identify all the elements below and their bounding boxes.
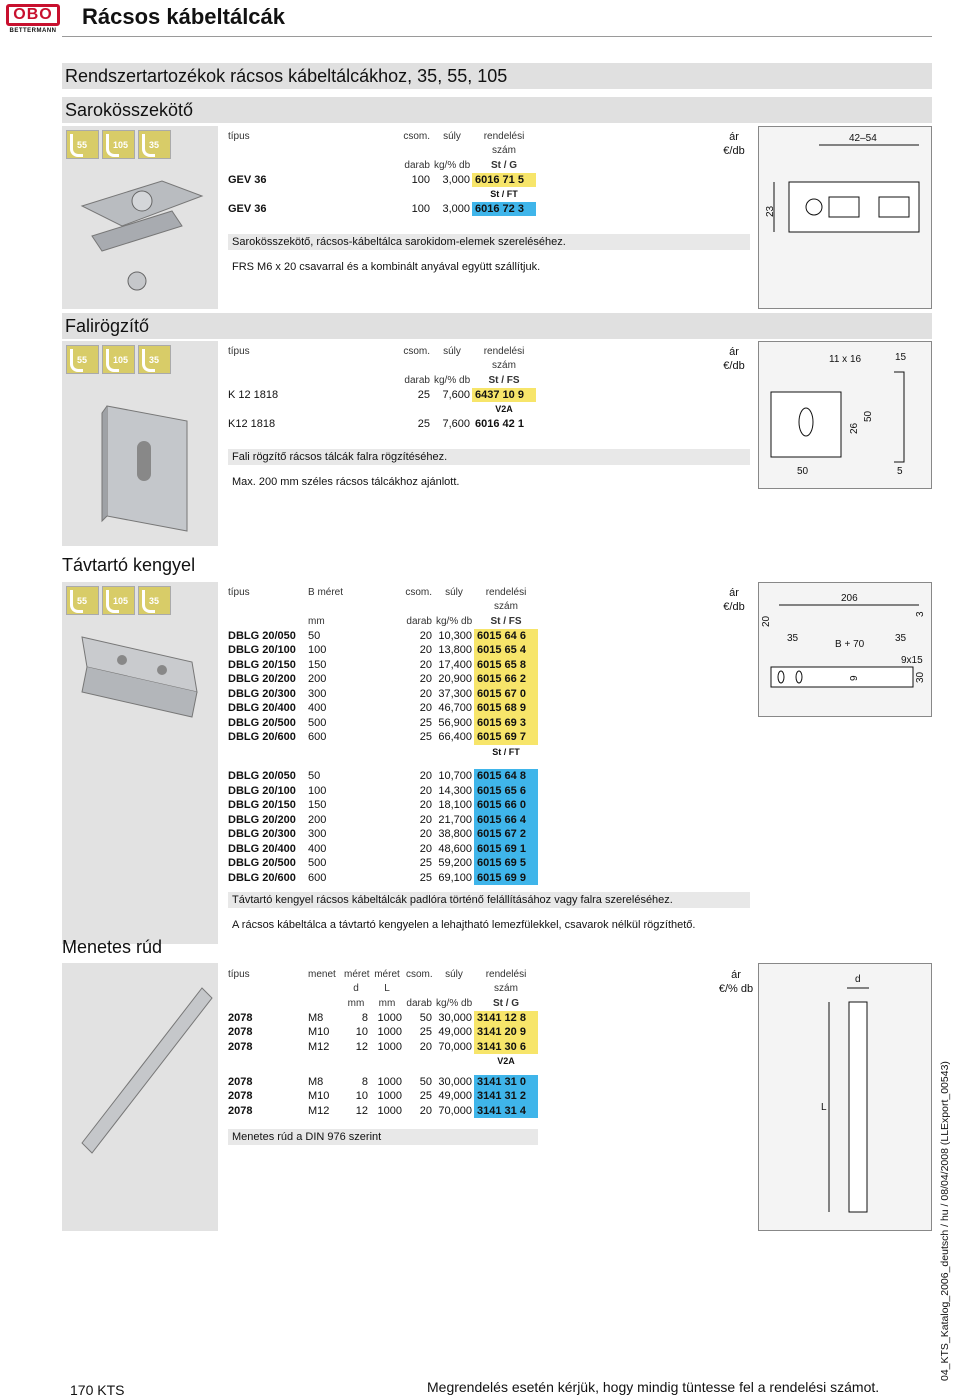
svg-text:50: 50 bbox=[863, 410, 874, 422]
tray-35-icon: 35 bbox=[138, 586, 171, 615]
fali-title: Falirögzítő bbox=[65, 316, 150, 336]
sarok-price-header: ár €/db bbox=[723, 131, 745, 157]
table-row: K12 1818 25 7,600 6016 42 1 bbox=[228, 417, 524, 430]
svg-text:42–54: 42–54 bbox=[849, 133, 877, 144]
tav-drawing bbox=[758, 582, 932, 717]
menet-product-image bbox=[62, 963, 218, 1231]
table-row: K 12 1818 25 7,600 6437 10 9 bbox=[226, 388, 536, 403]
table-row: 2078 M10 10 1000 25 49,000 3141 31 2 bbox=[226, 1089, 538, 1104]
table-row: DBLG 20/500 500 25 56,900 6015 69 3 bbox=[226, 716, 538, 731]
spacer-bracket-photo bbox=[62, 582, 218, 944]
menet-drawing bbox=[758, 963, 932, 1231]
menet-price-header: ár €/% db bbox=[718, 969, 754, 995]
svg-text:23: 23 bbox=[765, 205, 776, 217]
tray-55-icon: 55 bbox=[66, 130, 99, 159]
tray-35-icon: 35 bbox=[138, 130, 171, 159]
table-row: DBLG 20/600 600 25 66,400 6015 69 7 bbox=[226, 730, 538, 745]
svg-text:206: 206 bbox=[841, 593, 858, 604]
sarok-drawing bbox=[758, 126, 932, 309]
table-row: DBLG 20/400 400 20 48,600 6015 69 1 bbox=[226, 842, 538, 857]
table-row: DBLG 20/300 300 20 37,300 6015 67 0 bbox=[226, 687, 538, 702]
tav-product-image bbox=[62, 582, 218, 944]
table-row: DBLG 20/100 100 20 14,300 6015 65 6 bbox=[226, 784, 538, 799]
table-row: 2078 M12 12 1000 20 70,000 3141 30 6 bbox=[226, 1040, 538, 1055]
menet-table: típus menet méret méret csom. súly rendelési d L szám mm mm darab kg/% db St / G 2078 M8 8 1000 50 30,000 3141 12 8 2078 M10 10 1000 25 49,000 3141 20 9 2078 M12 12 1000 20 70,000 3141 30 6 V2A 2078 M8 8 1000 50 30,000 3141 31 0 2078 M10 10 1000 25 49,000 3141 31 2 2078 M12 12 1000 20 70,000 3141 31 4 bbox=[226, 967, 538, 1118]
section-title-bar bbox=[62, 63, 932, 89]
table-row: DBLG 20/150 150 20 17,400 6015 65 8 bbox=[226, 658, 538, 673]
svg-text:d: d bbox=[855, 974, 861, 985]
table-row: DBLG 20/500 500 25 59,200 6015 69 5 bbox=[226, 856, 538, 871]
tray-105-icon: 105 bbox=[102, 130, 135, 159]
logo-text: OBO bbox=[6, 4, 60, 26]
svg-text:B + 70: B + 70 bbox=[835, 639, 865, 650]
tray-35-icon: 35 bbox=[138, 345, 171, 374]
fali-title-bar bbox=[62, 313, 932, 339]
table-row: GEV 36 100 3,000 6016 72 3 bbox=[226, 202, 536, 217]
svg-text:L: L bbox=[821, 1102, 827, 1113]
fali-price-header: ár €/db bbox=[723, 346, 745, 372]
table-row: DBLG 20/200 200 20 21,700 6015 66 4 bbox=[226, 813, 538, 828]
tav-note-1: Távtartó kengyel rácsos kábeltálcák padlóra történő felállításához vagy falra szereléséhez. bbox=[228, 892, 750, 908]
svg-text:26: 26 bbox=[849, 422, 860, 434]
menet-title: Menetes rúd bbox=[62, 937, 163, 957]
svg-text:9x15: 9x15 bbox=[901, 655, 923, 666]
table-row: DBLG 20/400 400 20 46,700 6015 68 9 bbox=[226, 701, 538, 716]
side-reference: 04_KTS_Katalog_2006_deutsch / hu / 08/04/2008 (LLExport_00543) bbox=[939, 1061, 951, 1381]
table-row: 2078 M8 8 1000 50 30,000 3141 31 0 bbox=[226, 1075, 538, 1090]
footer-note: Megrendelés esetén kérjük, hogy mindig tüntesse fel a rendelési számot. bbox=[427, 1379, 880, 1395]
logo-subtext: BETTERMANN bbox=[9, 28, 57, 34]
fali-note-1: Fali rögzítő rácsos tálcák falra rögzítéséhez. bbox=[228, 449, 750, 465]
sarok-title: Sarokösszekötő bbox=[65, 100, 194, 120]
tav-price-header: ár €/db bbox=[723, 587, 745, 613]
table-row: DBLG 20/150 150 20 18,100 6015 66 0 bbox=[226, 798, 538, 813]
table-row: DBLG 20/100 100 20 13,800 6015 65 4 bbox=[226, 643, 538, 658]
table-row: 2078 M12 12 1000 20 70,000 3141 31 4 bbox=[226, 1104, 538, 1119]
table-row: 2078 M8 8 1000 50 30,000 3141 12 8 bbox=[226, 1011, 538, 1026]
svg-text:3: 3 bbox=[915, 611, 926, 617]
svg-text:15: 15 bbox=[895, 352, 907, 363]
svg-text:9: 9 bbox=[849, 675, 860, 681]
tav-note-2: A rácsos kábeltálca a távtartó kengyelen a lehajtható lemezfülekkel, csavarok nélkül rögzíthető. bbox=[232, 919, 696, 931]
sarok-table: típus csom. súly rendelési szám darab kg/% db St / G GEV 36 100 3,000 6016 71 5 St / FT GEV 36 100 3,000 6016 72 3 bbox=[226, 129, 536, 216]
wall-bracket-photo bbox=[62, 341, 218, 546]
fali-product-image bbox=[62, 341, 218, 546]
sarok-note-2: FRS M6 x 20 csavarral és a kombinált anyával együtt szállítjuk. bbox=[232, 261, 541, 273]
fali-table: típus csom. súly rendelési szám darab kg/% db St / FS K 12 1818 25 7,600 6437 10 9 V2A K12 1818 25 7,600 6016 42 1 bbox=[226, 344, 536, 431]
section-title: Rendszertartozékok rácsos kábeltálcákhoz, 35, 55, 105 bbox=[65, 66, 508, 86]
obo-logo bbox=[6, 4, 60, 36]
threaded-rod-photo bbox=[62, 963, 218, 1231]
page-number: 170 KTS bbox=[70, 1382, 125, 1398]
table-row: DBLG 20/200 200 20 20,900 6015 66 2 bbox=[226, 672, 538, 687]
svg-text:35: 35 bbox=[895, 633, 907, 644]
tav-title: Távtartó kengyel bbox=[62, 555, 196, 575]
fali-note-2: Max. 200 mm széles rácsos tálcákhoz ajánlott. bbox=[232, 476, 460, 488]
tray-105-icon: 105 bbox=[102, 586, 135, 615]
table-row: GEV 36 100 3,000 6016 71 5 bbox=[226, 173, 536, 188]
table-row: 2078 M10 10 1000 25 49,000 3141 20 9 bbox=[226, 1025, 538, 1040]
corner-connector-photo bbox=[62, 126, 218, 309]
table-row: DBLG 20/050 50 20 10,700 6015 64 8 bbox=[226, 769, 538, 784]
svg-text:35: 35 bbox=[787, 633, 799, 644]
tav-table: típus B méret csom. súly rendelési szám mm darab kg/% db St / FS DBLG 20/050 50 20 10,300 6015 64 6 DBLG 20/100 100 20 13,800 6015 65 4 DBLG 20/150 150 20 17,400 6015 65 8 DBLG 20/200 200 20 20,900 6015 66 2 DBLG 20/300 300 20 37,300 6015 67 0 DBLG 20/400 400 20 46,700 6015 68 9 DBLG 20/500 500 25 56,900 6015 69 3 DBLG 20/600 600 25 66,400 6015 69 7 St / FT DBLG 20/050 50 20 10,700 6015 64 8 DBLG 20/100 100 20 14,300 6015 65 6 DBLG 20/150 150 20 18,100 6015 66 0 DBLG 20/200 200 20 21,700 6015 66 4 DBLG 20/300 300 20 38,800 6015 67 2 DBLG 20/400 400 20 48,600 6015 69 1 DBLG 20/500 500 25 59,200 6015 69 5 DBLG 20/600 600 25 69,100 6015 69 9 bbox=[226, 585, 538, 885]
tray-55-icon: 55 bbox=[66, 586, 99, 615]
svg-text:11 x 16: 11 x 16 bbox=[829, 354, 862, 365]
sarok-title-bar bbox=[62, 97, 932, 123]
svg-text:50: 50 bbox=[797, 466, 809, 477]
svg-text:20: 20 bbox=[761, 615, 772, 627]
table-row: DBLG 20/050 50 20 10,300 6015 64 6 bbox=[226, 629, 538, 644]
page-title: Rácsos kábeltálcák bbox=[82, 4, 286, 29]
sarok-product-image bbox=[62, 126, 218, 309]
fali-drawing bbox=[758, 341, 932, 489]
tray-105-icon: 105 bbox=[102, 345, 135, 374]
sarok-note-1: Sarokösszekötő, rácsos-kábeltálca sarokidom-elemek szereléséhez. bbox=[228, 234, 750, 250]
tray-55-icon: 55 bbox=[66, 345, 99, 374]
header-divider bbox=[62, 36, 932, 37]
table-row: DBLG 20/300 300 20 38,800 6015 67 2 bbox=[226, 827, 538, 842]
menet-note-1: Menetes rúd a DIN 976 szerint bbox=[228, 1129, 538, 1145]
table-row: DBLG 20/600 600 25 69,100 6015 69 9 bbox=[226, 871, 538, 886]
svg-text:5: 5 bbox=[897, 466, 903, 477]
svg-text:30: 30 bbox=[915, 671, 926, 683]
